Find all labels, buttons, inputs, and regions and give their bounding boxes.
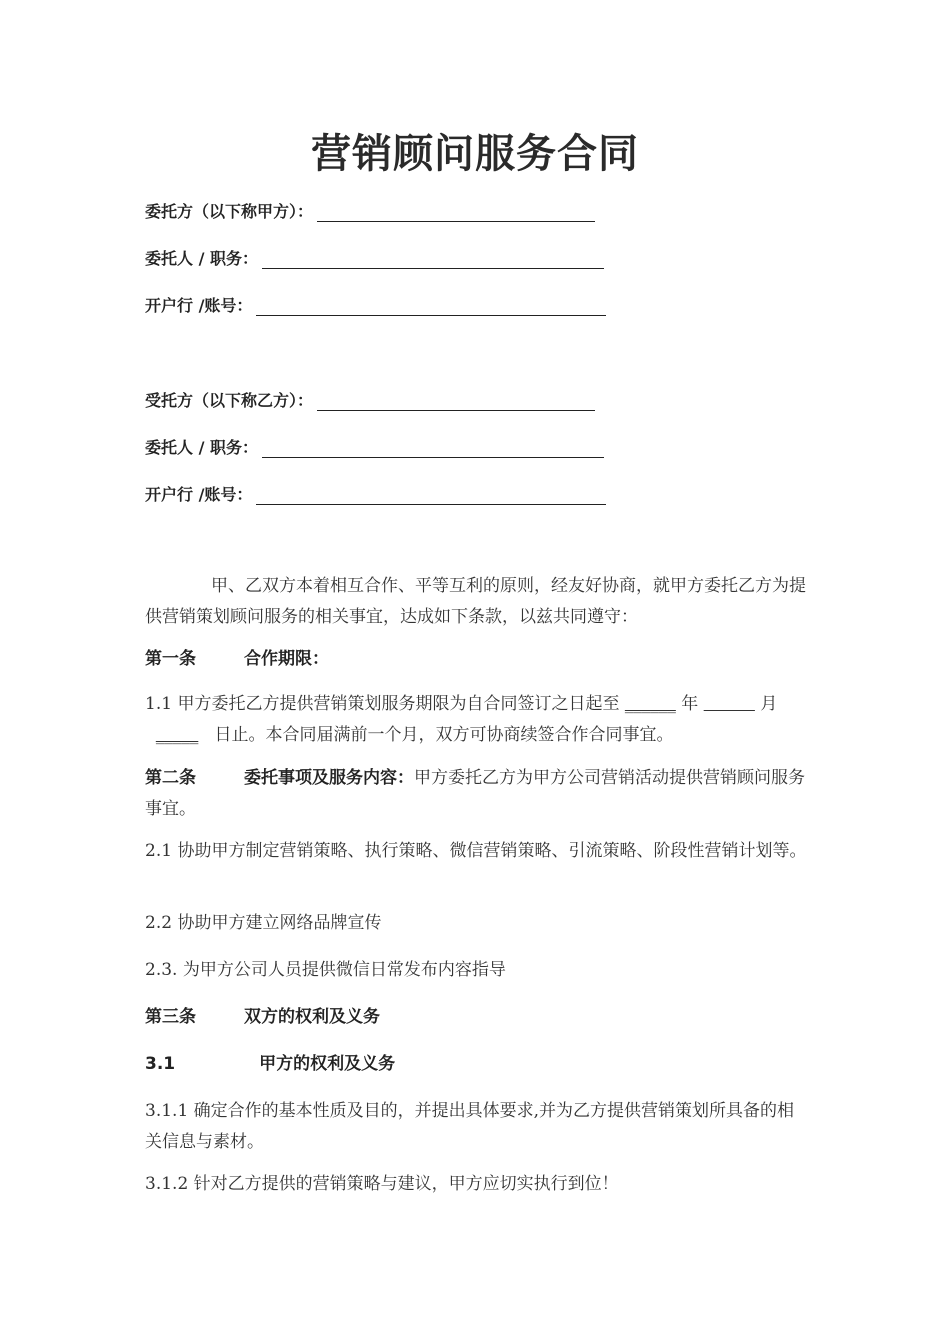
- party-a-rep-field: [145, 243, 604, 269]
- blank-day: _____: [155, 725, 199, 745]
- intro-paragraph: [145, 571, 810, 633]
- clause-2-2: 2.2 协助甲方建立网络品牌宣传: [145, 913, 382, 933]
- article2-text: 甲方委托乙方为甲方公司营销活动提供营销顾问服务事宜。: [145, 768, 805, 819]
- clause-1-1: [145, 689, 810, 751]
- party-a-rep-blank: [262, 248, 604, 269]
- party-a-bank-field: [145, 290, 606, 316]
- party-a-bank-label: 开户行 /账号：: [145, 296, 253, 315]
- article3-number: 第三条: [145, 1007, 196, 1027]
- party-b-name-field: [145, 385, 595, 411]
- month-label: 月: [760, 694, 778, 714]
- blank-year: ______: [624, 694, 676, 714]
- article2-paragraph: [145, 763, 810, 825]
- party-b-name-blank: [317, 390, 595, 411]
- party-b-name-label: 受托方（以下称乙方）：: [145, 391, 314, 410]
- page-title: 营销顾问服务合同: [311, 131, 639, 177]
- article2-number: 第二条: [145, 768, 196, 788]
- party-b-rep-blank: [262, 437, 604, 458]
- party-a-name-blank: [317, 201, 595, 222]
- clause-3-1-1: 3.1.1 确定合作的基本性质及目的，并提出具体要求,并为乙方提供营销策划所具备的相关信息与素材。: [145, 1101, 795, 1152]
- party-a-rep-label: 委托人 / 职务：: [145, 249, 258, 268]
- article1-title: 合作期限：: [244, 649, 329, 669]
- article1-number: 第一条: [145, 649, 196, 669]
- party-b-rep-label: 委托人 / 职务：: [145, 438, 258, 457]
- clause-2-3: 2.3. 为甲方公司人员提供微信日常发布内容指导: [145, 960, 506, 980]
- clause-3-1-2: 3.1.2 针对乙方提供的营销策略与建议，甲方应切实执行到位！: [145, 1174, 619, 1194]
- section-3-1-title: 甲方的权利及义务: [259, 1054, 396, 1074]
- party-a-name-label: 委托方（以下称甲方）：: [145, 202, 314, 221]
- year-label: 年: [681, 694, 699, 714]
- intro-text: 甲、乙双方本着相互合作、平等互利的原则，经友好协商，就甲方委托乙方为提供营销策划顾问服务的相关事宜，达成如下条款，以兹共同遵守：: [145, 576, 806, 627]
- article3-title: 双方的权利及义务: [244, 1007, 380, 1027]
- party-b-rep-field: [145, 432, 604, 458]
- party-b-bank-blank: [256, 484, 606, 505]
- section-3-1-number: 3.1: [145, 1054, 176, 1074]
- article2-title: 委托事项及服务内容：: [244, 768, 414, 788]
- clause-1-1-part-b: 日止。本合同届满前一个月，双方可协商续签合作合同事宜。: [214, 725, 674, 745]
- party-b-bank-field: [145, 479, 606, 505]
- party-a-name-field: [145, 196, 595, 222]
- clause-2-1: 2.1 协助甲方制定营销策略、执行策略、微信营销策略、引流策略、阶段性营销计划等。: [145, 841, 807, 861]
- party-b-bank-label: 开户行 /账号：: [145, 485, 253, 504]
- article3-heading: [145, 1002, 380, 1033]
- party-a-bank-blank: [256, 295, 606, 316]
- clause-1-1-part-a: 1.1 甲方委托乙方提供营销策划服务期限为自合同签订之日起至: [145, 694, 620, 714]
- section-3-1-heading: [145, 1049, 395, 1080]
- article1-heading: [145, 644, 329, 675]
